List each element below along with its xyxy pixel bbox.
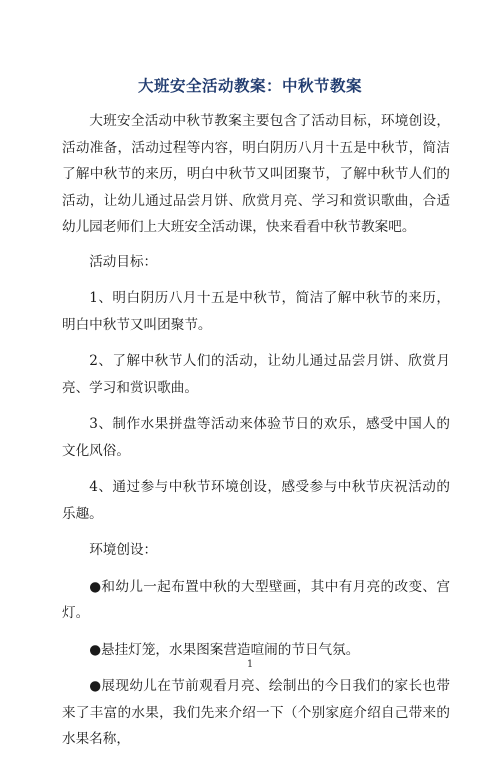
goal-item-1: 1、明白阴历八月十五是中秋节，简洁了解中秋节的来历，明白中秋节又叫团聚节。 bbox=[62, 290, 450, 333]
section-heading-goals: 活动目标： bbox=[89, 253, 158, 270]
section-heading-environment: 环境创设： bbox=[89, 542, 158, 558]
environment-item-2: ●悬挂灯笼，水果图案营造喧闹的节日气氛。 bbox=[89, 641, 360, 658]
document-title: 大班安全活动教案：中秋节教案 bbox=[137, 77, 362, 95]
environment-item-1: ●和幼儿一起布置中秋的大型壁画，其中有月亮的改变、宫灯。 bbox=[62, 578, 450, 621]
goal-item-2: 2、了解中秋节人们的活动，让幼儿通过品尝月饼、欣赏月亮、学习和赏识歌曲。 bbox=[62, 353, 450, 396]
intro-paragraph: 大班安全活动中秋节教案主要包含了活动目标，环境创设，活动准备，活动过程等内容，明白阴历八月十五是中秋节，简洁了解中秋节的来历，明白中秋节又叫团聚节，了解中秋节人们的活动，让幼儿通过品尝月饼、欣赏月亮、学习和赏识歌曲，合适幼儿园老师们上大班安全活动课，快来看看中秋节教案吧。 bbox=[62, 113, 450, 235]
goal-item-4: 4、通过参与中秋节环境创设，感受参与中秋节庆祝活动的乐趣。 bbox=[62, 479, 450, 522]
environment-item-3: ●展现幼儿在节前观看月亮、绘制出的今日我们的家长也带来了丰富的水果，我们先来介绍一下（个别家庭介绍自己带来的水果名称， bbox=[62, 678, 450, 747]
goal-item-3: 3、制作水果拼盘等活动来体验节日的欢乐，感受中国人的文化风俗。 bbox=[62, 416, 450, 459]
page-number: 1 bbox=[246, 659, 254, 670]
